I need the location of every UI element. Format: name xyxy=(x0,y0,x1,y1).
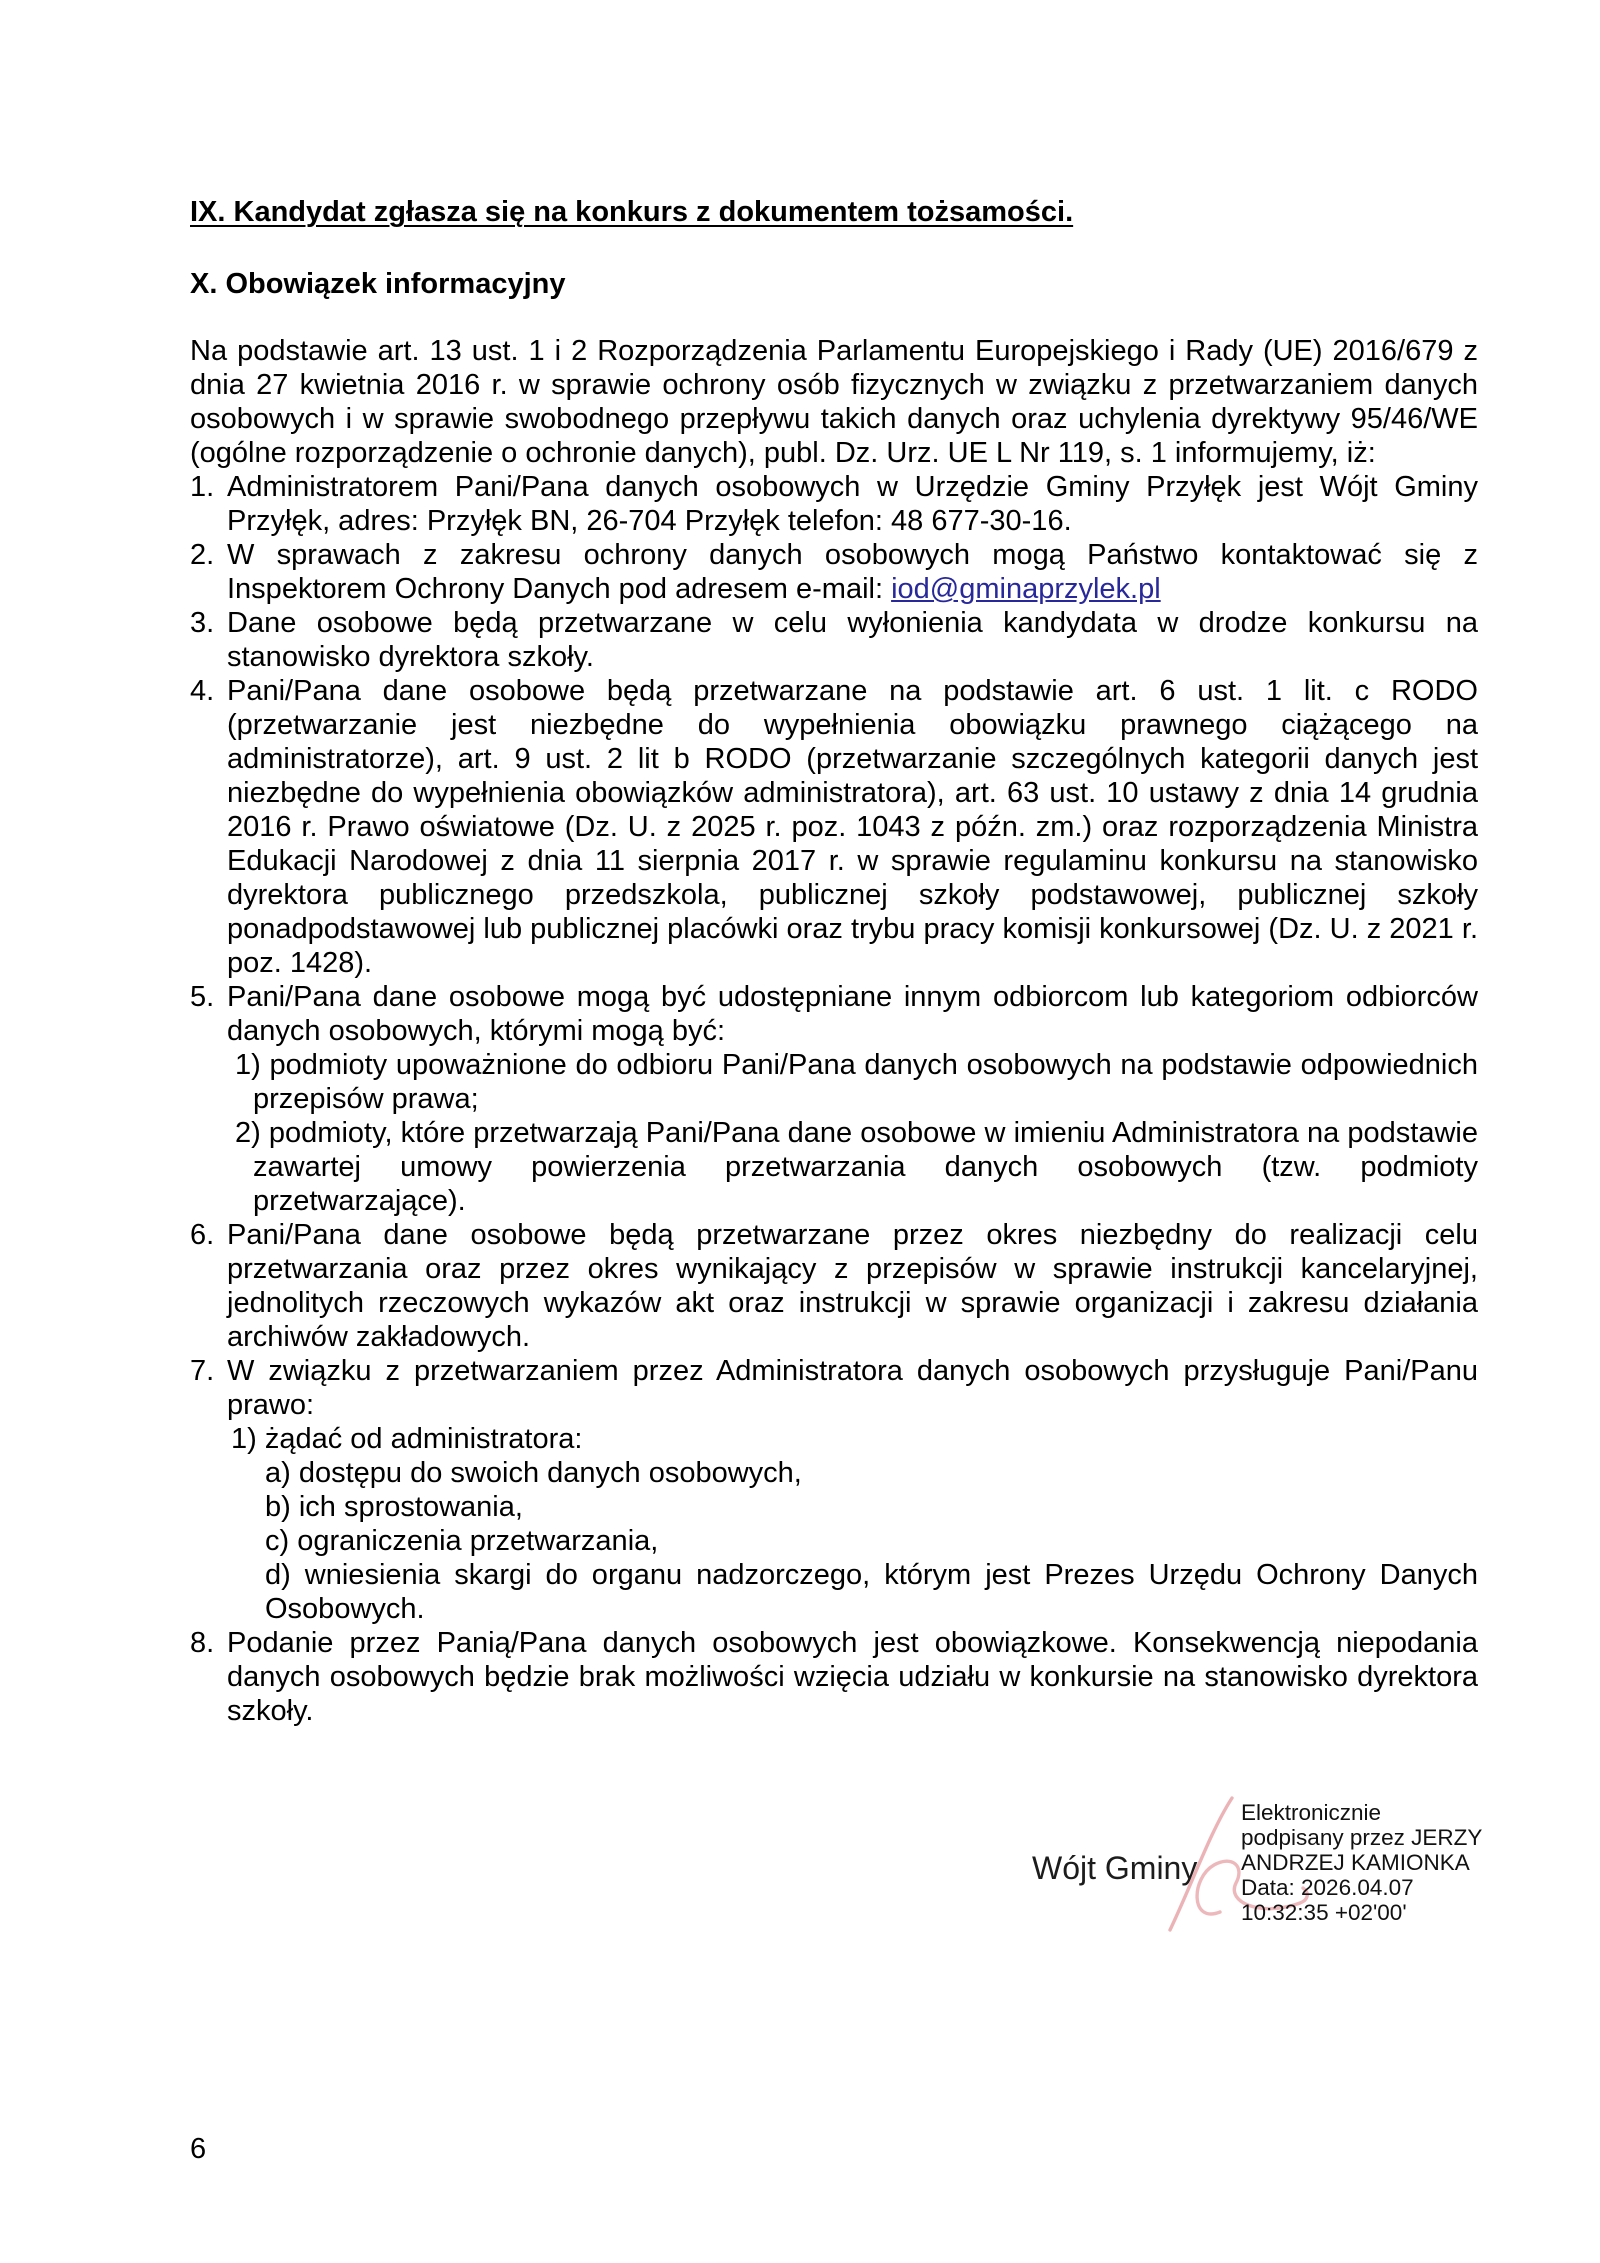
list-item-3-text: Dane osobowe będą przetwarzane w celu wyłonienia kandydata w drodze konkursu na stanowisko dyrektora szkoły. xyxy=(227,607,1478,673)
list-item-7-number: 7. xyxy=(190,1355,215,1387)
list-item-7-letter-c xyxy=(265,1524,1478,1558)
list-item-5 xyxy=(190,980,1478,1218)
list-item-7-letter-d xyxy=(265,1558,1478,1626)
document-body xyxy=(190,195,1478,1728)
list-item-4-number: 4. xyxy=(190,675,215,707)
list-item-5-sub-2 xyxy=(235,1116,1478,1218)
list-item-7-letter-d-text: wniesienia skargi do organu nadzorczego, którym jest Prezes Urzędu Ochrony Danych Osobowych. xyxy=(265,1559,1478,1625)
signer-title: Wójt Gminy xyxy=(1032,1850,1198,1886)
list-item-1-text: Administratorem Pani/Pana danych osobowych w Urzędzie Gminy Przyłęk jest Wójt Gminy Przyłęk, adres: Przyłęk BN, 26-704 Przyłęk telefon: 48 677-30-16. xyxy=(227,471,1478,537)
list-item-6-text: Pani/Pana dane osobowe będą przetwarzane przez okres niezbędny do realizacji celu przetwarzania oraz przez okres wynikający z przepisów w sprawie instrukcji kancelaryjnej, jednolitych rzeczowych wykazów akt oraz instrukcji w sprawie organizacji i zakresu działania archiwów zakładowych. xyxy=(227,1219,1478,1353)
list-item-8-number: 8. xyxy=(190,1627,215,1659)
heading-ix: IX. Kandydat zgłasza się na konkurs z dokumentem tożsamości. xyxy=(190,196,1074,228)
list-item-5-sub-1-number: 1) xyxy=(235,1049,261,1081)
email-link[interactable]: iod@gminaprzylek.pl xyxy=(891,573,1161,605)
numbered-list xyxy=(190,470,1478,1728)
list-item-7-letter-d-number: d) xyxy=(265,1559,291,1591)
list-item-7-letter-b xyxy=(265,1490,1478,1524)
list-item-4-text: Pani/Pana dane osobowe będą przetwarzane na podstawie art. 6 ust. 1 lit. c RODO (przetwarzanie jest niezbędne do wypełnienia obowiązku prawnego ciążącego na administratorze), art. 9 ust. 2 lit b RODO (przetwarzanie szczególnych kategorii danych jest niezbędne do wypełnienia obowiązków administratora), art. 63 ust. 10 ustawy z dnia 14 grudnia 2016 r. Prawo oświatowe (Dz. U. z 2025 r. poz. 1043 z późn. zm.) oraz rozporządzenia Ministra Edukacji Narodowej z dnia 11 sierpnia 2017 r. w sprawie regulaminu konkursu na stanowisko dyrektora publicznego przedszkola, publicznej szkoły podstawowej, publicznej szkoły ponadpodstawowej lub publicznej placówki oraz trybu pracy komisji konkursowej (Dz. U. z 2021 r. poz. 1428). xyxy=(227,675,1478,979)
list-item-8 xyxy=(190,1626,1478,1728)
list-item-7-letter-b-number: b) xyxy=(265,1491,291,1523)
list-item-3 xyxy=(190,606,1478,674)
list-item-7-letter-c-number: c) xyxy=(265,1525,290,1557)
stamp-line-1: Elektronicznie xyxy=(1241,1800,1382,1825)
list-item-5-sub-2-number: 2) xyxy=(235,1117,261,1149)
list-item-8-text: Podanie przez Panią/Pana danych osobowych jest obowiązkowe. Konsekwencją niepodania danych osobowych będzie brak możliwości wzięcia udziału w konkursie na stanowisko dyrektora szkoły. xyxy=(227,1627,1478,1727)
list-item-7-sub-intro-number: 1) xyxy=(231,1423,257,1455)
list-item-4 xyxy=(190,674,1478,980)
intro-paragraph: Na podstawie art. 13 ust. 1 i 2 Rozporządzenia Parlamentu Europejskiego i Rady (UE) 2016/679 z dnia 27 kwietnia 2016 r. w sprawie ochrony osób fizycznych w związku z przetwarzaniem danych osobowych i w sprawie swobodnego przepływu takich danych oraz uchylenia dyrektywy 95/46/WE (ogólne rozporządzenie o ochronie danych), publ. Dz. Urz. UE L Nr 119, s. 1 informujemy, iż: xyxy=(190,335,1478,469)
list-item-2-number: 2. xyxy=(190,539,215,571)
list-item-5-number: 5. xyxy=(190,981,215,1013)
list-item-7-letter-a-number: a) xyxy=(265,1457,291,1489)
list-item-2 xyxy=(190,538,1478,606)
list-item-5-text: Pani/Pana dane osobowe mogą być udostępniane innym odbiorcom lub kategoriom odbiorców danych osobowych, którymi mogą być: xyxy=(227,981,1478,1047)
list-item-7-sub-intro-text: żądać od administratora: xyxy=(264,1423,583,1455)
stamp-line-3: ANDRZEJ KAMIONKA xyxy=(1241,1850,1470,1875)
list-item-7-letter-c-text: ograniczenia przetwarzania, xyxy=(297,1525,659,1557)
list-item-5-sub-1-text: podmioty upoważnione do odbioru Pani/Pana danych osobowych na podstawie odpowiednich przepisów prawa; xyxy=(253,1049,1478,1115)
page-number: 6 xyxy=(190,2133,207,2165)
stamp-line-5: 10:32:35 +02'00' xyxy=(1241,1900,1407,1925)
list-item-5-sub-2-text: podmioty, które przetwarzają Pani/Pana dane osobowe w imieniu Administratora na podstawie zawartej umowy powierzenia przetwarzania danych osobowych (tzw. podmioty przetwarzające). xyxy=(253,1117,1478,1217)
list-item-6-number: 6. xyxy=(190,1219,215,1251)
list-item-1 xyxy=(190,470,1478,538)
list-item-3-number: 3. xyxy=(190,607,215,639)
list-item-6 xyxy=(190,1218,1478,1354)
signature-stamp-text xyxy=(1241,1800,1483,1925)
stamp-line-4: Data: 2026.04.07 xyxy=(1241,1875,1414,1900)
list-item-2-text: W sprawach z zakresu ochrony danych osobowych mogą Państwo kontaktować się z Inspektorem Ochrony Danych pod adresem e-mail: xyxy=(227,539,1478,605)
list-item-7-letter-a-text: dostępu do swoich danych osobowych, xyxy=(298,1457,802,1489)
list-item-5-sub-1 xyxy=(235,1048,1478,1116)
list-item-1-number: 1. xyxy=(190,471,215,503)
list-item-7 xyxy=(190,1354,1478,1626)
list-item-7-sub-intro xyxy=(231,1422,1478,1456)
stamp-line-2: podpisany przez JERZY xyxy=(1241,1825,1483,1850)
list-item-7-letter-b-text: ich sprostowania, xyxy=(298,1491,523,1523)
list-item-7-letter-a xyxy=(265,1456,1478,1490)
heading-x: X. Obowiązek informacyjny xyxy=(190,268,566,300)
list-item-7-text: W związku z przetwarzaniem przez Administratora danych osobowych przysługuje Pani/Panu prawo: xyxy=(227,1355,1478,1421)
